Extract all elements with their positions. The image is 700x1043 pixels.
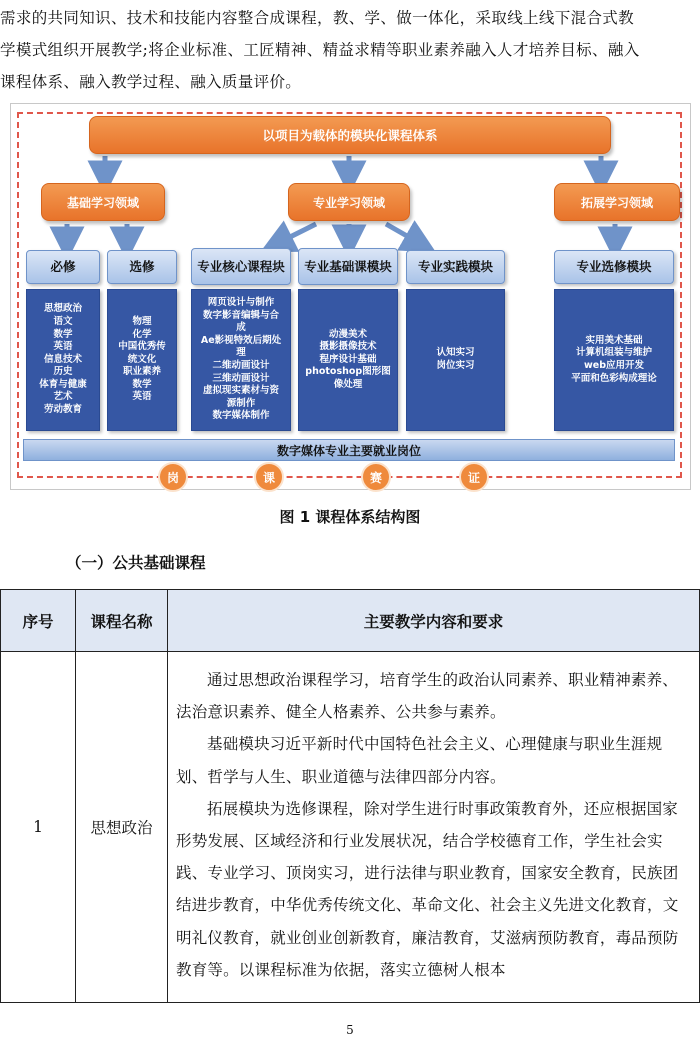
intro-paragraph <box>0 2 696 98</box>
circle-zheng: 证 <box>459 462 489 492</box>
item-text: 认知实习 <box>436 347 475 359</box>
items-core <box>191 289 291 431</box>
item-text: 摄影摄像技术 <box>319 341 377 353</box>
circle-gang: 岗 <box>158 462 188 492</box>
content-paragraph: 基础模块习近平新时代中国特色社会主义、心理健康与职业生涯规划、哲学与人生、职业道德与法律四部分内容。 <box>176 735 663 786</box>
item-text: 像处理 <box>333 378 363 390</box>
items-practice <box>406 289 505 431</box>
item-text: Ae影视特效后期处 <box>200 334 282 346</box>
item-text: 数字影音编辑与合 <box>202 309 279 321</box>
module-basic: 专业基础课模块 <box>298 248 398 285</box>
arrow-prof-to-core <box>276 224 316 244</box>
row-course-name: 思想政治 <box>76 652 168 1003</box>
table-row <box>1 652 700 1003</box>
item-text: 体育与健康 <box>39 378 87 390</box>
section-title: （一）公共基础课程 <box>66 554 206 572</box>
item-text: 思想政治 <box>43 303 82 315</box>
item-text: 中国优秀传 <box>118 341 166 353</box>
header-name: 课程名称 <box>76 590 168 652</box>
items-basic <box>298 289 398 431</box>
item-text: 英语 <box>132 391 152 403</box>
item-text: 虚拟现实素材与资 <box>202 385 279 397</box>
item-text: 二维动画设计 <box>212 360 270 371</box>
header-num: 序号 <box>1 590 76 652</box>
module-required: 必修 <box>26 250 100 284</box>
domain-basic: 基础学习领域 <box>41 183 165 221</box>
item-text: 平面和色彩构成理论 <box>571 372 657 384</box>
item-text: 信息技术 <box>43 353 82 365</box>
item-text: 岗位实习 <box>436 360 475 371</box>
intro-line: 需求的共同知识、技术和技能内容整合成课程，教、学、做一体化，采取线上线下混合式教 <box>0 9 635 27</box>
content-paragraph: 拓展模块为选修课程，除对学生进行时事政策教育外，还应根据国家形势发展、区域经济和行业发展状况，结合学校德育工作，学生社会实践、专业学习、顶岗实习，进行法律与职业教育，国家安全教育，民族团结进步教育，中华优秀传统文化、革命文化、社会主义先进文化教育，文明礼仪教育，就业创业创新教育，廉洁教育，艾滋病预防教育，毒品预防教育等。以课程标准为依据，落实立德树人根本 <box>176 799 679 979</box>
items-required <box>26 289 100 431</box>
item-text: 语文 <box>53 315 73 327</box>
row-num: 1 <box>1 652 76 1003</box>
page-number: 5 <box>346 1023 354 1037</box>
item-text: 动漫美术 <box>328 328 367 340</box>
item-text: 英语 <box>53 341 73 353</box>
table-header-row <box>1 590 700 652</box>
employment-bar: 数字媒体专业主要就业岗位 <box>23 439 675 461</box>
content-paragraph: 通过思想政治课程学习，培育学生的政治认同素养、职业精神素养、法治意识素养、健全人格素养、公共参与素养。 <box>176 671 679 722</box>
row-content <box>168 652 700 1003</box>
item-text: 数学 <box>53 328 73 340</box>
item-text: 劳动教育 <box>43 404 82 416</box>
item-text: web应用开发 <box>583 360 645 371</box>
course-table <box>0 589 700 1003</box>
item-text: 三维动画设计 <box>212 372 270 384</box>
item-text: photoshop图形图 <box>305 366 391 378</box>
item-text: 数学 <box>132 378 152 390</box>
items-elective <box>107 289 177 431</box>
item-text: 程序设计基础 <box>319 353 377 365</box>
item-text: 物理 <box>132 315 152 327</box>
arrow-prof-to-practice <box>386 224 421 244</box>
item-text: 网页设计与制作 <box>207 297 275 309</box>
module-elective: 选修 <box>107 250 177 284</box>
figure-caption: 图 1 课程体系结构图 <box>279 508 421 526</box>
item-text: 理 <box>236 347 246 359</box>
item-text: 数字媒体制作 <box>212 410 270 422</box>
item-text: 实用美术基础 <box>585 334 643 346</box>
item-text: 源制作 <box>226 397 256 409</box>
item-text: 成 <box>236 322 246 334</box>
module-practice: 专业实践模块 <box>406 250 505 284</box>
items-ext-elective <box>554 289 674 431</box>
intro-line: 课程体系、融入教学过程、融入质量评价。 <box>0 73 302 91</box>
module-core: 专业核心课程块 <box>191 248 291 285</box>
item-text: 计算机组装与维护 <box>575 347 652 359</box>
domain-professional: 专业学习领域 <box>288 183 410 221</box>
module-ext-elective: 专业选修模块 <box>554 250 674 284</box>
item-text: 职业素养 <box>122 366 161 378</box>
header-content: 主要教学内容和要求 <box>168 590 700 652</box>
item-text: 历史 <box>53 366 73 378</box>
domain-extension: 拓展学习领域 <box>554 183 680 221</box>
item-text: 艺术 <box>53 391 73 403</box>
top-curriculum-system: 以项目为载体的模块化课程体系 <box>89 116 611 154</box>
item-text: 统文化 <box>127 353 157 365</box>
curriculum-diagram <box>10 103 691 490</box>
item-text: 化学 <box>132 328 152 340</box>
circle-sai: 赛 <box>361 462 391 492</box>
circle-ke: 课 <box>254 462 284 492</box>
intro-line: 学模式组织开展教学;将企业标准、工匠精神、精益求精等职业素养融入人才培养目标、融入 <box>0 41 640 59</box>
